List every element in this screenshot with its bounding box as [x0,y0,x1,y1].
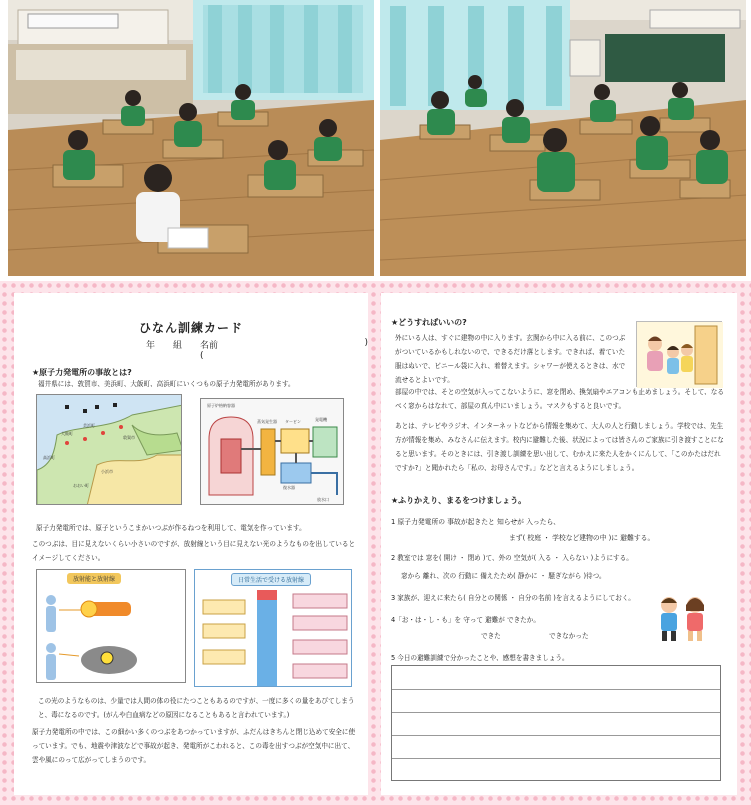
diagram-label-turbine: タービン [285,419,301,424]
family-illustration [636,321,722,387]
fukui-map-image [37,395,182,505]
impressions-writing-area[interactable] [391,665,721,781]
diagram-label-generator: 発電機 [315,417,327,422]
map-label-obama: 小浜市 [101,469,113,474]
evacuation-card-page-2 [381,293,737,795]
review-q4: 4「お・は・し・も」を 守って 避難が できたか。 [391,616,540,624]
review-q1-line2: まず( 校庭 ・ 学校など建物の中 )に 避難する。 [509,534,655,542]
review-q3: 3 家族が、迎えに来たら( 自分との関係 ・ 自分の名前 )を言えるようにしておく。 [391,594,635,602]
radiation-figure-image [37,570,186,683]
review-q4-yes: できた [481,632,501,640]
family-illustration-image [637,322,723,388]
map-label-takahama: 高浜町 [43,455,55,460]
classroom-photo-right [380,0,746,276]
writing-line [392,758,720,759]
diagram-label-outlet: 放水口 [317,497,329,502]
review-q2-line1: 2 教室では 窓を( 開け ・ 閉め )て、外の 空気が( 入る ・ 入らない )ようにする。 [391,554,633,562]
review-q5: 5 今日の避難訓練で分かったことや、感想を書きましょう。 [391,654,569,662]
reactor-diagram [200,398,344,505]
what-to-do-outside: 外にいる人は、すぐに建物の中に入ります。玄関から中に入る前に、このつぶがついているかもしれないので、できるだけ落とします。できれば、着ていた服はぬいで、ビニール袋に入れ、着替えます。シャワーが使えるときは、水で流せるとよいです。 [395,334,626,384]
diagram-label-containment: 原子炉格納容器 [207,403,235,408]
fukui-map [36,394,182,505]
daily-radiation-image [195,570,352,687]
radiation-figure [36,569,186,683]
classroom-photo-left [8,0,374,276]
map-label-mihama: 美浜町 [83,423,95,428]
what-to-do-indoors: 部屋の中では、そとの空気が入ってこないように、窓を閉め、換気扇やエアコンも止めましょう。そして、なるべく窓からはなれて、部屋の真ん中にいましょう。マスクもすると良いです。 [395,388,724,410]
map-label-ohi: 大飯町 [61,431,73,436]
review-q4-no: できなかった [549,632,589,640]
radiation-figure-title: 放射能と放射線 [67,573,121,584]
name-row [146,338,368,361]
map-label-tsuruga: 敦賀市 [123,435,135,440]
radiation-explain-1: この光のようなものは、少量では人間の体の役にたつこともあるのですが、一度に多くの量をあびてしまうと、毒になるのです。(がんや白血病などの原因になることもあると言われています。) [38,697,355,719]
name-blank [239,338,346,361]
card-title: ひなん訓練カード [138,321,243,335]
daily-radiation-title: 日常生活で受ける放射線 [231,573,311,586]
map-label-ooi: おおい町 [73,483,89,488]
evacuation-card-page-1 [14,293,368,795]
radiation-explain-2: 原子力発電所の中では、この細かい多くのつぶをあつかっていますが、ふだんはきちんと閉じ込めて安全に使っています。でも、地震や津波などで事故が起き、発電所がこわれると、この毒を出すつぶが空気中に出て、雲や風にのって広がってしまうのです。 [32,728,356,764]
plants-intro-text: 福井県には、敦賀市、美浜町、大飯町、高浜町にいくつもの原子力発電所があります。 [38,380,295,388]
class-label: 組 [173,341,183,351]
diagram-label-steam-gen: 蒸気発生器 [257,419,277,424]
reactor-diagram-image [201,399,344,505]
review-q2-line2: 窓から 離れ、次の 行動に 備えたため( 静かに ・ 騒ぎながら )待つ。 [401,572,606,580]
section-heading-review: ★ふりかえり、まるをつけましょう。 [391,496,527,505]
diagram-label-condenser: 復水器 [283,485,295,490]
kids-illustration-image [651,593,715,643]
plant-explain-2: このつぶは、目に見えないくらい小さいのですが、放射線という目に見えない光のようなものを出しているとイメージしてください。 [32,540,356,562]
section-heading-accident: ★原子力発電所の事故とは? [32,368,132,377]
classroom-photo-left-image [8,0,374,276]
writing-line [392,712,720,713]
plant-explain-1: 原子力発電所では、原子というこまかいつぶが作るねつを利用して、電気を作っています。 [36,524,306,532]
name-label: 名前( [200,341,219,361]
name-close: ) [364,338,368,348]
year-label: 年 [146,341,156,351]
daily-radiation-figure [194,569,352,687]
writing-line [392,689,720,690]
review-q1-line1: 1 原子力発電所の 事故が起きたと 知らせが 入ったら、 [391,518,561,526]
what-to-do-information: あとは、テレビやラジオ、インターネットなどから情報を集めて、大人の人と行動しましょう。学校では、先生方が情報を集め、みなさんに伝えます。校内に避難した後、状況によっては皆さんのご家族に引き渡すことになると思います。そのときには、引き渡し訓練を思い出して、むかえに来た人をかくにんして、「このかたはだれですか?」と聞かれたら「私の、お母さんです。」などと言えるようにしましょう。 [395,422,724,472]
classroom-photo-right-image [380,0,746,276]
kids-illustration [651,593,715,643]
writing-line [392,735,720,736]
section-heading-what-to-do: ★どうすればいいの? [391,318,467,327]
